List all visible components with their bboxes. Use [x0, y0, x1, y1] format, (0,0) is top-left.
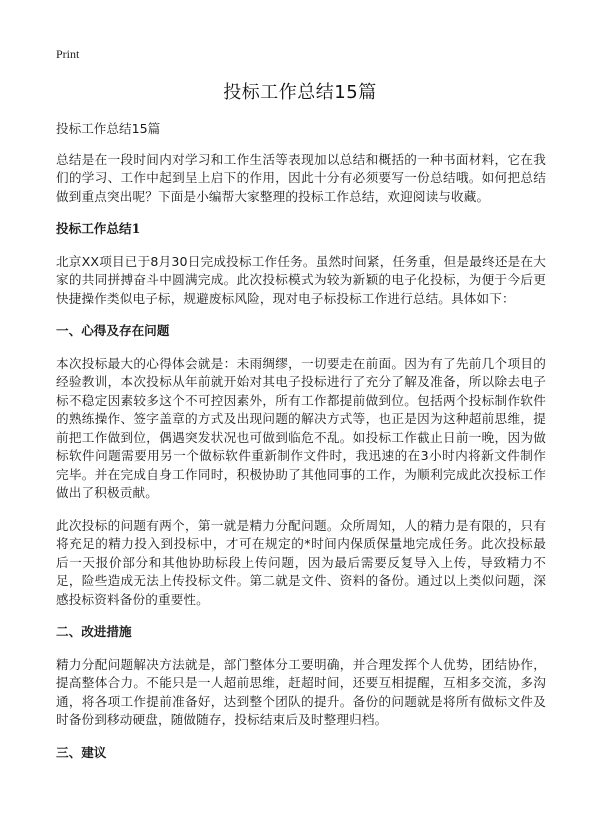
improvements-paragraph: 精力分配问题解决方法就是，部门整体分工要明确，并合理发挥个人优势，团结协作，提高整体合力。不能只是一人超前思维，赶超时间，还要互相提醒，互相多交流，多沟通，将各项工作提前准备好，达到整个团队的提升。备份的问题就是将所有做标文件及时备份到移动硬盘，随做随存，投标结束后及时整理归档。	[56, 656, 546, 727]
section1-paragraph: 北京XX项目已于8月30日完成投标工作任务。虽然时间紧，任务重，但是最终还是在大家的共同拼搏奋斗中圆满完成。此次投标模式为较为新颖的电子化投标，为便于今后更快捷操作类似电子标，规避废标风险，现对电子标投标工作进行总结。具体如下：	[56, 253, 546, 306]
problems-paragraph-1: 本次投标最大的心得体会就是：未雨绸缪，一切要走在前面。因为有了先前几个项目的经验教训，本次投标从年前就开始对其电子投标进行了充分了解及准备，所以除去电子标不稳定因素较多这个不可控因素外，所有工作都提前做到位。包括两个投标制作软件的熟练操作、签字盖章的方式及出现问题的解决方式等，也正是因为这种超前思维，提前把工作做到位，偶遇突发状况也可做到临危不乱。如投标工作截止日前一晚，因为做标软件问题需要用另一个做标软件重新制作文件时，我迅速的在3小时内将新文件制作完毕。并在完成自身工作同时，积极协助了其他同事的工作，为顺利完成此次投标工作做出了积极贡献。	[56, 355, 546, 500]
heading-improvements: 二、改进措施	[56, 624, 132, 639]
heading-problems: 一、心得及存在问题	[56, 323, 170, 338]
print-link[interactable]: Print	[56, 47, 80, 61]
problems-paragraph-2: 此次投标的问题有两个，第一就是精力分配问题。众所周知，人的精力是有限的，只有将充足的精力投入到投标中，才可在规定的*时间内保质保量地完成任务。此次投标最后一天报价部分和其他协助标段上传问题，因为最后需要反复导入上传，导致精力不足，险些造成无法上传投标文件。第二就是文件、资料的备份。通过以上类似问题，深感投标资料备份的重要性。	[56, 517, 546, 607]
page-title: 投标工作总结15篇	[223, 82, 377, 103]
heading-suggestions: 三、建议	[56, 744, 107, 760]
section1-title: 投标工作总结1	[56, 221, 141, 236]
article-body	[56, 120, 546, 776]
article-subtitle: 投标工作总结15篇	[56, 121, 161, 136]
intro-paragraph: 总结是在一段时间内对学习和工作生活等表现加以总结和概括的一种书面材料，它在我们的学习、工作中起到呈上启下的作用，因此十分有必须要写一份总结哦。如何把总结做到重点突出呢？下面是小编帮大家整理的投标工作总结，欢迎阅读与收藏。	[56, 151, 546, 204]
